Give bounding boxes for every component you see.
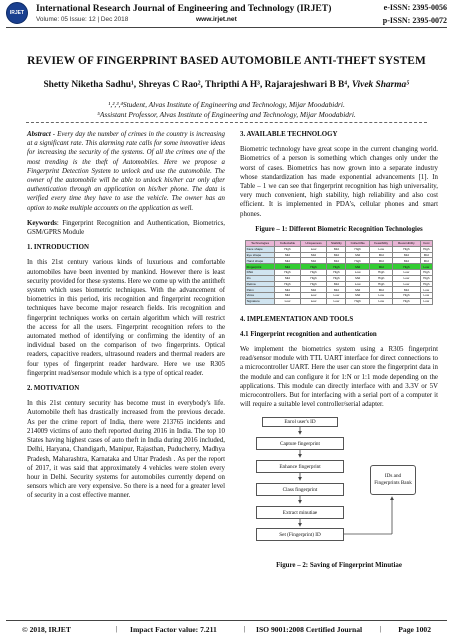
table-cell: High: [300, 264, 327, 270]
table-cell: High: [327, 275, 346, 281]
table-cell: Mid: [346, 264, 370, 270]
footer-iso: ISO 9001:2008 Certified Journal: [256, 625, 363, 634]
table-cell: Mid: [346, 293, 370, 299]
table-cell: Low: [393, 275, 420, 281]
heading-motivation: 2. MOTIVATION: [27, 385, 80, 393]
table-cell: Low: [370, 293, 393, 299]
table-cell: High: [370, 275, 393, 281]
right-column: [240, 130, 438, 577]
table-cell: Low: [300, 246, 327, 252]
table-body: [246, 246, 433, 304]
abstract: [27, 130, 225, 213]
table-cell: High: [393, 246, 420, 252]
table-cell: Mid: [300, 252, 327, 258]
table-cell: High: [275, 281, 300, 287]
table-cell: Mid: [393, 287, 420, 293]
footer-page-number: Page 1002: [398, 625, 431, 634]
table-cell: Mid: [370, 258, 393, 264]
heading-implementation: 4. IMPLEMENTATION AND TOOLS: [240, 315, 354, 323]
table-cell: Mid: [275, 264, 300, 270]
fingerprint-bank: IDs and Fingerprints Bank: [370, 465, 416, 495]
table-cell: High: [275, 246, 300, 252]
table-header-cell: Uniqueness: [300, 241, 327, 247]
table-cell: Hand shape: [246, 258, 275, 264]
table-cell: Mid: [420, 252, 432, 258]
table-row: [246, 298, 433, 304]
figure2-caption: Figure – 2: Saving of Fingerprint Minutiae: [276, 562, 402, 570]
table-cell: Mid: [327, 258, 346, 264]
table-cell: Signature: [246, 298, 275, 304]
authors-main: Shetty Niketha Sadhu¹, Shreyas C Rao², Thripthi A H³, Rajarajeshwari B B⁴,: [43, 80, 350, 90]
table-header-cell: Stability: [327, 241, 346, 247]
flow-step-capture: Capture fingerprint: [256, 437, 344, 450]
flow-step-class: Class fingerprint: [256, 483, 344, 496]
figure1-caption: Figure – 1: Different Biometric Recognition Technologies: [255, 225, 423, 233]
volume-info: Volume: 05 Issue: 12 | Dec 2018: [36, 16, 129, 23]
table-cell: Face shape: [246, 246, 275, 252]
table-cell: Low: [346, 281, 370, 287]
table-cell: High: [346, 246, 370, 252]
table-cell: Fingerprint: [246, 264, 275, 270]
table-cell: Palm: [246, 287, 275, 293]
table-cell: High: [370, 281, 393, 287]
table-cell: Mid: [346, 252, 370, 258]
table-cell: Mid: [370, 252, 393, 258]
table-cell: Mid: [370, 287, 393, 293]
footer-copyright: © 2018, IRJET: [22, 625, 71, 634]
table-cell: Mid: [327, 281, 346, 287]
table-cell: Mid: [420, 258, 432, 264]
table-cell: Low: [393, 281, 420, 287]
table-cell: Low: [420, 293, 432, 299]
table-cell: High: [346, 258, 370, 264]
table-cell: Mid: [327, 252, 346, 258]
table-cell: Low: [300, 293, 327, 299]
table-cell: High: [327, 264, 346, 270]
keywords-text: : Fingerprint Recognition and Authentication, Biometrics, GSM/GPRS Module: [27, 219, 225, 237]
table-cell: Low: [275, 298, 300, 304]
table-cell: High: [370, 269, 393, 275]
author-list: [0, 80, 453, 90]
table-cell: High: [420, 281, 432, 287]
table-cell: High: [327, 269, 346, 275]
table-cell: Low: [420, 287, 432, 293]
table-header-cell: Collectible: [346, 241, 370, 247]
keywords-label: Keywords: [27, 219, 57, 227]
table-cell: Eye shape: [246, 252, 275, 258]
table-cell: Low: [393, 269, 420, 275]
table-cell: Mid: [327, 246, 346, 252]
table-header-cell: Feasibility: [370, 241, 393, 247]
abstract-label: Abstract: [27, 131, 51, 138]
table-cell: High: [393, 298, 420, 304]
footer-separator: |: [244, 624, 246, 633]
table-cell: Voice: [246, 293, 275, 299]
motivation-text: In this 21st century security has become must in everybody's life. Automobile theft has drastically increased from the previous decade. As per the crime report of India, there were 213765 incidents and 214009 victims of auto theft reported during 2016 in India. The top 10 States having highest cases of auto theft in India during 2016 included, Delhi, Haryana, Chandigarh, Manipur, Rajasthan, Puducherry, Madhya Pradesh, Maharashtra, Karnataka and Uttar Pradesh . As per the report of 2017, it was said that approximately 4 vehicles were stolen every hour in Delhi. Security systems for automobiles currently depend on sensors which are very expensive. So there is a need for a greater level of security in a cost effective manner.: [27, 400, 225, 500]
table-cell: Low: [346, 269, 370, 275]
table-cell: High: [300, 275, 327, 281]
table-cell: Mid: [300, 258, 327, 264]
table-cell: Low: [300, 298, 327, 304]
table-cell: Low: [370, 246, 393, 252]
irjet-logo: IRJET: [6, 2, 28, 24]
table-cell: Mid: [300, 287, 327, 293]
table-cell: High: [420, 269, 432, 275]
table-header-cell: Cost: [420, 241, 432, 247]
p-issn: p-ISSN: 2395-0072: [382, 16, 447, 25]
table-cell: DNA: [246, 269, 275, 275]
flow-step-extract: Extract minutiae: [256, 506, 344, 519]
table-cell: Mid: [275, 258, 300, 264]
table-cell: Mid: [327, 287, 346, 293]
table-header-cell: Reversibility: [393, 241, 420, 247]
footer-separator: |: [380, 624, 382, 633]
table-cell: High: [300, 269, 327, 275]
table-cell: High: [420, 246, 432, 252]
affiliation-students: ¹,²,³,⁴Student, Alvas Institute of Engineering and Technology, Mijar Moodabidri.: [108, 100, 345, 109]
journal-title: International Research Journal of Engineering and Technology (IRJET): [36, 3, 332, 14]
header-rule: [6, 27, 447, 28]
table-cell: Mid: [393, 252, 420, 258]
table-cell: Iris: [246, 275, 275, 281]
page-footer: [0, 620, 453, 640]
journal-header: [0, 0, 453, 30]
flow-step-enrol: Enrol user's ID: [262, 417, 338, 427]
flow-step-set-id: Set (Fingerprint) ID: [256, 528, 344, 541]
heading-introduction: 1. INTRODUCTION: [27, 244, 90, 252]
author-last: Vivek Sharma⁵: [351, 80, 410, 90]
table-cell: Low: [370, 298, 393, 304]
website-link[interactable]: www.irjet.net: [196, 16, 237, 23]
abstract-text: - Every day the number of crimes in the country is increasing at a significant rate. This alarming rate calls for some innovative ideas for increasing the security of the systems. Of all the crimes one of the most trending is the theft of Automobiles. Here we propose a Fingerprint Detection System to unlock and use the automobile. The owner of the automobile will be able to unlock his/her car only after authentication through an application on his/her phone. The data is verified every time they have to use the vehicle. The owner has an option to make multiple accounts on the application as well.: [27, 131, 225, 212]
e-issn: e-ISSN: 2395-0056: [383, 3, 447, 12]
table-header-cell: Technologies: [246, 241, 275, 247]
footer-rule: [6, 620, 447, 621]
paper-title: REVIEW OF FINGERPRINT BASED AUTOMOBILE ANTI-THEFT SYSTEM: [27, 55, 426, 67]
table-cell: High: [420, 275, 432, 281]
footer-impact-factor: Impact Factor value: 7.211: [130, 625, 217, 634]
table-cell: Mid: [275, 252, 300, 258]
table-cell: Low: [420, 298, 432, 304]
flow-step-enhance: Enhance fingerprint: [256, 460, 344, 473]
affiliation-professor: ⁵Assistant Professor, Alvas Institute of Engineering and Technology, Mijar Moodabidri.: [97, 110, 356, 119]
heading-available-technology: 3. AVAILABLE TECHNOLOGY: [240, 131, 338, 138]
table-cell: High: [300, 281, 327, 287]
technology-text: Biometric technology have great scope in the current changing world. Biometrics of a person is something which changes only under the worst of cases. Biometrics has now grown into a separate industry whose standardization has made exponential advancements [1]. In Table – 1 we can see that fingerprint recognition has high universality, very much convenient, high stability, high reliability and also cost efficient. It is implemented in PDA's, cellular phones and smart phones.: [240, 146, 438, 218]
table-cell: Retina: [246, 281, 275, 287]
fingerprint-flowchart: [240, 415, 438, 557]
subheading-fingerprint-recognition: 4.1 Fingerprint recognition and authentication: [240, 330, 377, 338]
keywords: [27, 219, 225, 237]
table-cell: High: [346, 298, 370, 304]
introduction-text: In this 21st century various kinds of luxurious and comfortable automobiles have been invented by mankind. However there is least security provided for these systems. Here we come up with the antitheft system which uses biometric techniques. With the advancement of biometrics in this period, iris recognition and fingerprint recognition techniques have become major research fields. Iris recognition and fingerprint techniques works on certain algorithm which will restrict the access for all the users. Fingerprint recognition refers to the automated method of identifying or confirming the identity of an individual based on the comparison of two fingerprints. Optical readers, capacitive readers, ultrasound readers and thermal readers are four types of fingerprint reader hardware. Here we use R305 fingerprint read/sensor module which is a type of optical reader.: [27, 259, 225, 377]
implementation-text: We implement the biometrics system using a R305 fingerprint read/sensor module with TTL UART interface for direct connections to a microcontroller UART. Here the user can store the fingerprint data in the module and can configure it for 1:N or 1:1 mode depending on the applications. This module can directly interface with and 3.3V or 5V microcontrollers. But for interfacing with a serial port of a computer it will require a suitable level controller/serial adapter.: [240, 346, 438, 409]
table-cell: High: [393, 264, 420, 270]
table-cell: Mid: [346, 287, 370, 293]
table-cell: Mid: [275, 275, 300, 281]
table-header-cell: Collectable: [275, 241, 300, 247]
biometric-table: [245, 240, 433, 305]
table-cell: High: [275, 269, 300, 275]
table-cell: High: [393, 293, 420, 299]
table-cell: Low: [327, 293, 346, 299]
table-cell: Low: [327, 298, 346, 304]
left-column: [27, 130, 225, 507]
table-cell: Mid: [393, 258, 420, 264]
table-cell: Low: [420, 264, 432, 270]
footer-separator: |: [116, 624, 118, 633]
table-cell: Mid: [275, 287, 300, 293]
table-cell: Mid: [275, 293, 300, 299]
table-cell: Mid: [370, 264, 393, 270]
table-cell: Mid: [346, 275, 370, 281]
section-divider: [26, 122, 427, 123]
